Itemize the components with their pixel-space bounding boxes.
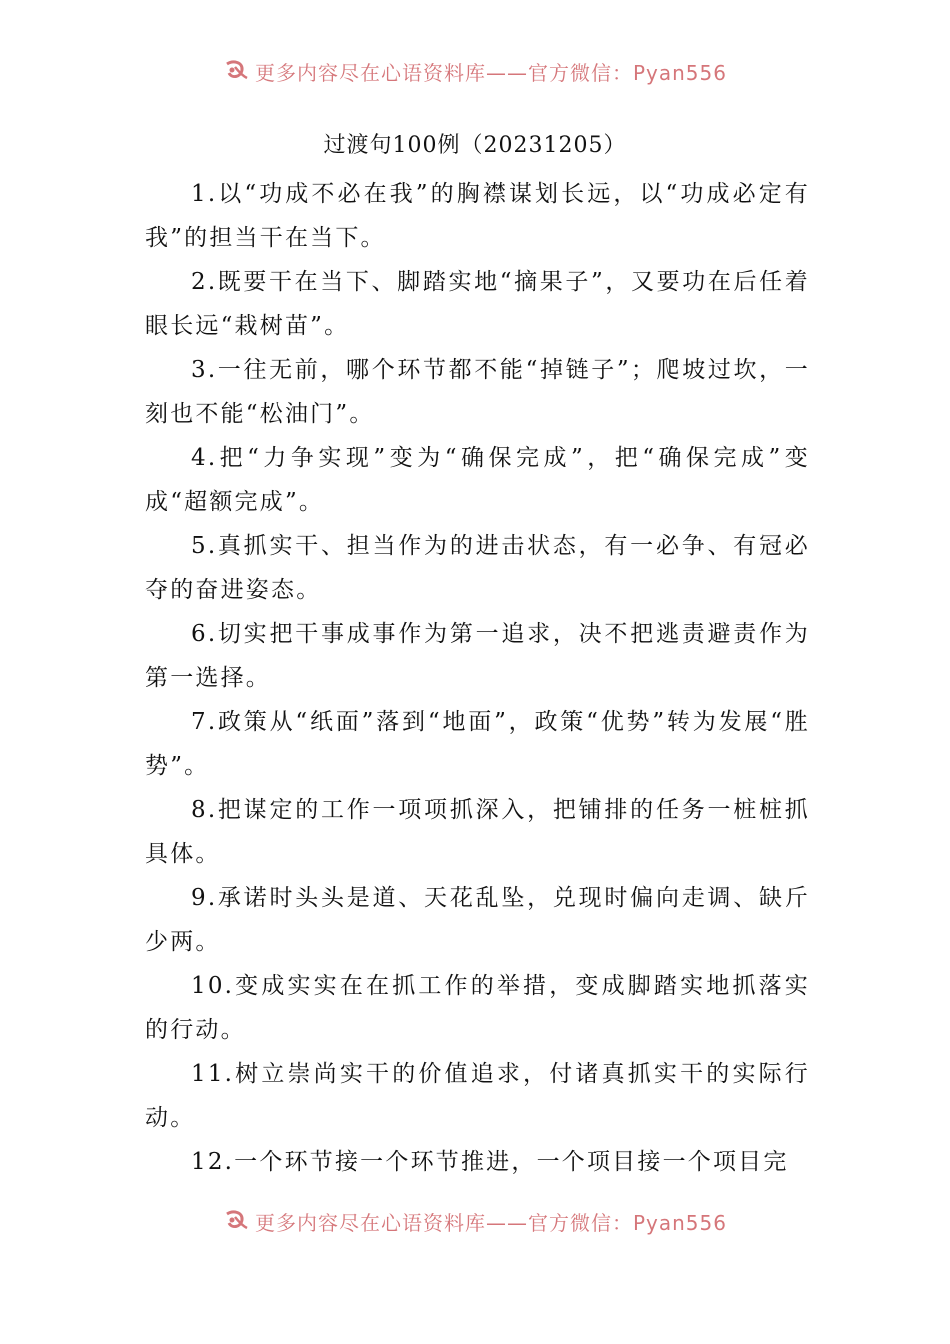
list-item: 5.真抓实干、担当作为的进击状态，有一必争、有冠必夺的奋进姿态。 [145,533,810,603]
footer-banner [0,1206,950,1236]
footer-banner-inner [223,1207,727,1236]
brand-logo-icon [223,58,249,84]
footer-banner-text: 更多内容尽在心语资料库——官方微信：Pyan556 [254,1210,727,1235]
list-item: 1.以“功成不必在我”的胸襟谋划长远，以“功成必定有我”的担当干在当下。 [145,181,810,251]
document-body [145,172,810,1184]
list-item: 12.一个环节接一个环节推进，一个项目接一个项目完 [191,1149,789,1175]
list-item: 9.承诺时头头是道、天花乱坠，兑现时偏向走调、缺斤少两。 [145,885,810,955]
brand-logo-icon [223,1208,249,1234]
list-item: 8.把谋定的工作一项项抓深入，把铺排的任务一桩桩抓具体。 [145,797,810,867]
list-item: 2.既要干在当下、脚踏实地“摘果子”，又要功在后任着眼长远“栽树苗”。 [145,269,810,339]
list-item: 3.一往无前，哪个环节都不能“掉链子”；爬坡过坎，一刻也不能“松油门”。 [145,357,810,427]
header-banner-inner [223,57,727,86]
document-title: 过渡句100例（20231205） [323,133,627,158]
header-banner [0,56,950,86]
list-item: 6.切实把干事成事作为第一追求，决不把逃责避责作为第一选择。 [145,621,810,691]
list-item: 4.把“力争实现”变为“确保完成”，把“确保完成”变成“超额完成”。 [145,445,810,515]
list-item: 11.树立崇尚实干的价值追求，付诸真抓实干的实际行动。 [145,1061,810,1131]
header-banner-text: 更多内容尽在心语资料库——官方微信：Pyan556 [254,60,727,85]
list-item: 7.政策从“纸面”落到“地面”，政策“优势”转为发展“胜势”。 [145,709,810,779]
list-item: 10.变成实实在在抓工作的举措，变成脚踏实地抓落实的行动。 [145,973,810,1043]
